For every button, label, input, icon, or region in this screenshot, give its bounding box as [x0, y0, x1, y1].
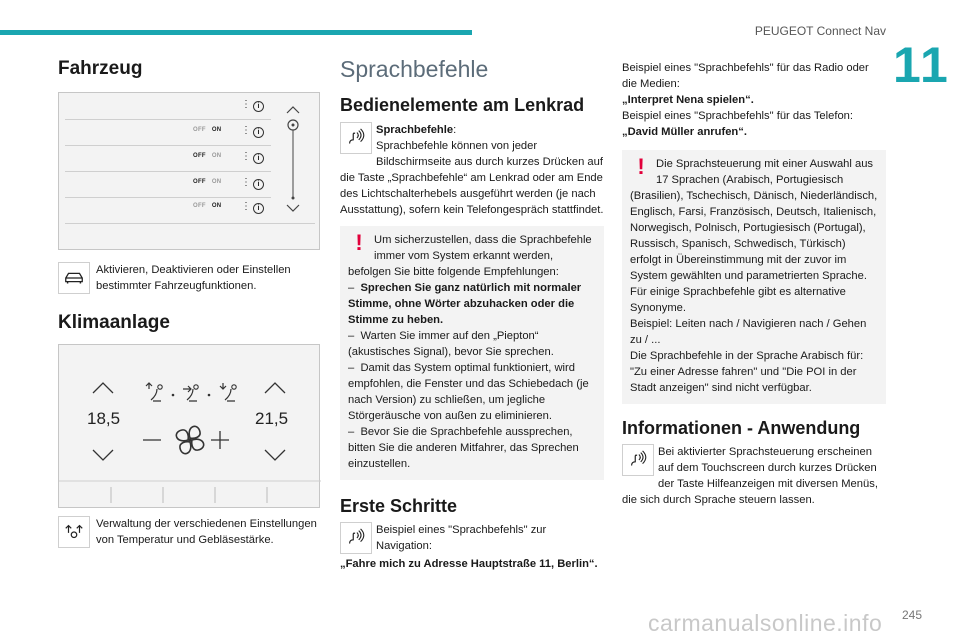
info-icon[interactable]: i [253, 101, 264, 112]
warning-box: ! Um sicherzustellen, dass die Sprachbefehle immer vom System erkannt werden, befolgen Sie bitte folgende Empfehlungen: – Sprechen Sie ganz natürlich mit normaler Stimme, ohne Wörter abzuhacken oder die Stimme zu heben. – Warten Sie immer auf den „Piepton“ (akustisches Signal), bevor Sie sprechen. – Damit das System optimal funktioniert, wird empfohlen, die Fenster und das Schiebedach (je nach Version) zu schließen, um jegliche Störgeräusche von außen zu eliminieren. – Bevor Sie die Sprachbefehle aussprechen, bitten Sie die anderen Mitfahrer, das Sprechen einzustellen. [340, 226, 604, 480]
left-temp-down-icon[interactable] [93, 450, 113, 460]
erste-example: „Fahre mich zu Adresse Hauptstraße 11, Berlin“. [340, 558, 598, 570]
warning-item-4: Bevor Sie die Sprachbefehle aussprechen, bitten Sie die anderen Mitfahrer, das Sprechen einzustellen. [348, 426, 579, 470]
column-voice-examples [622, 60, 886, 508]
phone-text: Beispiel eines "Sprachbefehls" für das Telefon: [622, 110, 854, 122]
info-icon[interactable]: i [253, 127, 264, 138]
heading-fahrzeug: Fahrzeug [58, 58, 143, 79]
info-icon[interactable]: i [253, 203, 264, 214]
info-text: Bei aktivierter Sprachsteuerung erscheinen auf dem Touchscreen durch kurzes Drücken der Taste Hilfeanzeigen mit diversen Menüs, die sich durch Sprache steuern lassen. [622, 446, 878, 506]
erste-text: Beispiel eines "Sprachbefehls" zur Navigation: [376, 524, 547, 552]
toggle-row-4[interactable]: OFF ON [193, 203, 222, 209]
info-icon[interactable]: i [253, 179, 264, 190]
air-direction-middle-icon[interactable] [183, 385, 198, 401]
info-box-p3: Beispiel: Leiten nach / Navigieren nach / Gehen zu / ... [630, 318, 867, 346]
toggle-row-3[interactable]: OFF ON [193, 179, 222, 185]
running-head: PEUGEOT Connect Nav [754, 24, 886, 38]
section-title: Sprachbefehle [340, 56, 489, 82]
warning-item-1: Sprechen Sie ganz natürlich mit normaler Stimme, ohne Wörter abzuhacken oder die Stimme zu heben. [348, 282, 582, 326]
right-temperature: 21,5 [255, 409, 289, 428]
watermark: carmanualsonline.info [648, 610, 883, 636]
heading-erste-schritte: Erste Schritte [340, 496, 458, 516]
sprach-label: Sprachbefehle [376, 124, 454, 136]
fahrzeug-description: Aktivieren, Deaktivieren oder Einstellen bestimmter Fahrzeugfunktionen. [96, 264, 291, 292]
more-vertical-icon[interactable]: ⋮ [241, 177, 251, 188]
car-icon [58, 262, 90, 294]
info-box-p1: Die Sprachsteuerung mit einer Auswahl aus 17 Sprachen (Arabisch, Portugiesisch (Brasilien), Tschechisch, Dänisch, Niederländisch, Englisch, Farsi, Französisch, Deutsch, Italienisch, Norwegisch, Polnisch, Portugiesisch (Portugal), Russisch, Spanisch, Schwedisch, Türkisch) erfolgt in Übereinstimmung mit der zuvor im System gewählten und parametrierten Sprache. [630, 158, 878, 282]
left-temperature: 18,5 [87, 409, 121, 428]
radio-text: Beispiel eines "Sprachbefehls" für das Radio oder die Medien: [622, 62, 869, 90]
page-number: 245 [901, 608, 922, 622]
warning-item-3: Damit das System optimal funktioniert, wird empfohlen, die Fenster und das Schiebedach (je nach Version) zu schließen, um jegliche Störgeräusche von außen zu eliminieren. [348, 362, 589, 422]
column-voice-commands: Sprachbefehle Bedienelemente am Lenkrad Sprachbefehle: Sprachbefehle können von jeder Bildschirmseite aus durch kurzes Drücken auf die Taste „Sprachbefehle“ am Lenkrad oder am Ende des Lichtschalterhebels ausgeführt werden (je nach Ausstattung), sofern kein Telefongespräch stattfindet. ! Um sicherzustellen, dass die Sprachbefehle immer vom System erkannt werden, befolgen Sie bitte folgende Empfehlungen: – Sprechen Sie ganz natürlich mit normaler Stimme, ohne Wörter abzuhacken oder die Stimme zu heben. – Warten Sie immer auf den „Piepton“ (akustisches Signal), bevor Sie sprechen. – Damit das System optimal funktioniert, wird empfohlen, die Fenster und das Schiebedach (je nach Version) zu schließen, um jegliche Störgeräusche von außen zu eliminieren. – Bevor Sie die Sprachbefehle aussprechen, bitten Sie die anderen Mitfahrer, das Sprechen einzustellen. Erste Schritte Beispiel eines "Sprachbefehls" zur Navigation: „Fahre mich zu Adresse Hauptstraße 11, Berlin“. [340, 56, 604, 570]
climate-screen [58, 344, 320, 508]
scrollbar[interactable] [281, 101, 305, 213]
radio-example: „Interpret Nena spielen“. [622, 94, 754, 106]
klima-description: Verwaltung der verschiedenen Einstellungen von Temperatur und Gebläsestärke. [96, 518, 317, 546]
chapter-number: 11 [893, 37, 950, 93]
heading-klimaanlage: Klimaanlage [58, 312, 170, 333]
info-box-p4: Die Sprachbefehle in der Sprache Arabisch für: "Zu einer Adresse fahren" und "Die POI in der Stadt anzeigen" sind nicht verfügbar. [630, 350, 864, 394]
sprach-text: Sprachbefehle können von jeder Bildschirmseite aus durch kurzes Drücken auf die Taste „Sprachbefehle“ am Lenkrad oder am Ende des Lichtschalterhebels ausgeführt werden (je nach Ausstattung), sofern kein Telefongespräch stattfindet. [340, 140, 604, 216]
voice-command-icon [340, 522, 372, 554]
warning-icon: ! [355, 230, 363, 255]
more-vertical-icon[interactable]: ⋮ [241, 201, 251, 212]
fan-icon[interactable] [176, 426, 203, 453]
voice-command-icon [622, 444, 654, 476]
more-vertical-icon[interactable]: ⋮ [241, 99, 251, 110]
phone-example: „David Müller anrufen“. [622, 126, 747, 138]
more-vertical-icon[interactable]: ⋮ [241, 151, 251, 162]
warning-item-2: Warten Sie immer auf den „Piepton“ (akustisches Signal), bevor Sie sprechen. [348, 330, 554, 358]
left-temp-up-icon[interactable] [93, 383, 113, 393]
language-info-box [622, 150, 886, 404]
warning-icon: ! [637, 154, 645, 179]
air-direction-up-icon[interactable] [146, 383, 162, 401]
toggle-row-2[interactable]: OFF ON [193, 153, 222, 159]
more-vertical-icon[interactable]: ⋮ [241, 125, 251, 136]
right-temp-up-icon[interactable] [265, 383, 285, 393]
right-temp-down-icon[interactable] [265, 450, 285, 460]
voice-command-icon [340, 122, 372, 154]
air-direction-down-icon[interactable] [220, 383, 236, 401]
header-accent-bar [0, 30, 472, 35]
vehicle-settings-screen [58, 92, 320, 250]
warning-intro: Um sicherzustellen, dass die Sprachbefehle immer vom System erkannt werden, befolgen Sie bitte folgende Empfehlungen: [348, 234, 592, 278]
climate-icon [58, 516, 90, 548]
toggle-row-1[interactable]: OFF ON [193, 127, 222, 133]
info-box-p2: Für einige Sprachbefehle gibt es alternative Synonyme. [630, 286, 846, 314]
info-icon[interactable]: i [253, 153, 264, 164]
column-vehicle-climate [58, 56, 320, 550]
heading-informationen: Informationen - Anwendung [622, 418, 861, 438]
plus-icon[interactable] [211, 431, 229, 449]
heading-bedienelemente: Bedienelemente am Lenkrad [340, 95, 585, 115]
